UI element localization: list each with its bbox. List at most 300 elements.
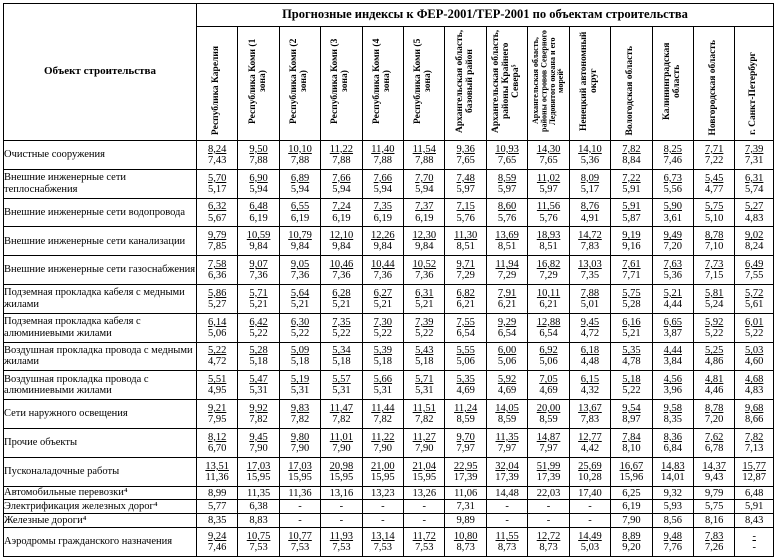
index-cell (694, 169, 735, 198)
index-value-primary: 9,07 (249, 259, 268, 271)
index-value-primary: 11,24 (454, 403, 478, 415)
index-cell (486, 500, 527, 514)
index-value-primary: 11,40 (371, 143, 395, 155)
index-cell (694, 371, 735, 400)
index-value-secondary: 3,96 (663, 385, 682, 397)
index-value-secondary: 5,36 (580, 154, 600, 166)
object-name: Внешние инженерные сети канализации (4, 227, 197, 256)
index-value-primary: 8,59 (497, 172, 517, 184)
index-cell (486, 198, 527, 227)
index-value-primary: 11,55 (495, 531, 519, 543)
index-cell (238, 313, 279, 342)
index-value: - (505, 501, 509, 513)
index-cell (611, 198, 652, 227)
index-cell (279, 169, 320, 198)
index-value-secondary: 10,28 (578, 471, 602, 483)
index-value-primary: 10,93 (495, 143, 519, 155)
index-value-primary: 7,62 (705, 431, 724, 443)
index-value: 11,36 (288, 487, 312, 499)
index-table (3, 3, 774, 557)
index-value-primary: 10,11 (536, 287, 561, 299)
region-label: Новгородская область (708, 39, 719, 135)
index-cell (735, 457, 774, 486)
index-value-primary: 5,18 (622, 374, 641, 386)
index-cell (569, 141, 610, 170)
index-cell (238, 198, 279, 227)
index-cell (321, 486, 362, 500)
index-value-secondary: 5,21 (415, 298, 434, 310)
index-cell (735, 313, 774, 342)
index-value: - (422, 515, 427, 527)
index-cell (321, 256, 362, 285)
index-cell (196, 528, 237, 557)
index-value: - (588, 515, 592, 527)
table-row (4, 141, 774, 170)
index-value-secondary: 7,36 (332, 270, 351, 282)
index-cell (611, 285, 652, 314)
index-value-primary: 12,88 (536, 316, 561, 328)
index-cell (694, 141, 735, 170)
index-value: 11,06 (454, 487, 478, 499)
index-value-primary: 5,72 (745, 287, 764, 299)
region-label: Республика Коми (1 зона) (247, 38, 268, 124)
region-header (735, 27, 774, 141)
object-name: Воздушная прокладка провода с медными жилами (4, 342, 197, 371)
index-cell (569, 285, 610, 314)
index-value-primary: 13,14 (371, 531, 395, 543)
index-cell (196, 169, 237, 198)
index-value-primary: 7,88 (580, 287, 600, 299)
index-cell (611, 227, 652, 256)
index-cell (404, 371, 445, 400)
index-value-secondary: 7,88 (415, 154, 434, 166)
index-value: - (422, 501, 427, 513)
index-cell (279, 371, 320, 400)
index-value-secondary: 6,19 (415, 212, 434, 224)
index-cell (569, 400, 610, 429)
index-cell (486, 342, 527, 371)
index-value-primary: 14,10 (578, 143, 602, 155)
index-value-secondary: 8,66 (745, 414, 764, 426)
index-cell (652, 428, 693, 457)
index-value-secondary: 7,97 (456, 442, 475, 454)
index-cell (611, 528, 652, 557)
index-value: 22,03 (536, 487, 561, 499)
object-name: Железные дороги⁴ (4, 514, 197, 528)
index-cell (445, 169, 486, 198)
object-name: Подземная прокладка кабеля с медными жилами (4, 285, 197, 314)
region-header (611, 27, 652, 141)
index-cell (569, 313, 610, 342)
index-cell (404, 256, 445, 285)
index-value-primary: 7,22 (622, 172, 641, 184)
index-value-primary: 8,76 (580, 201, 600, 213)
index-cell (735, 371, 774, 400)
index-cell (694, 528, 735, 557)
index-value-primary: 12,30 (412, 230, 437, 242)
index-value-secondary: 5,67 (207, 212, 227, 224)
index-cell (279, 198, 320, 227)
index-value-secondary: 5,27 (207, 298, 227, 310)
index-value-primary: 21,00 (371, 460, 395, 472)
index-value-secondary: 5,03 (580, 542, 600, 554)
table-row (4, 256, 774, 285)
index-cell (362, 313, 403, 342)
index-value-primary: 5,21 (663, 287, 682, 299)
index-value-secondary: 7,90 (373, 442, 393, 454)
index-value-primary: 6,90 (249, 172, 268, 184)
index-value-secondary: 4,32 (580, 385, 600, 397)
index-value-secondary: 5,22 (745, 327, 764, 339)
index-value-secondary: 7,53 (290, 542, 310, 554)
index-value-secondary: 7,43 (207, 154, 227, 166)
index-cell (238, 169, 279, 198)
index-value-secondary: 9,84 (332, 241, 351, 253)
index-value-secondary: 5,21 (290, 298, 310, 310)
index-cell (445, 371, 486, 400)
index-value-secondary: 8,51 (456, 241, 475, 253)
index-value-secondary: 5,31 (249, 385, 268, 397)
index-cell (486, 227, 527, 256)
index-cell (279, 528, 320, 557)
index-value-secondary: 6,70 (207, 442, 227, 454)
index-value-primary: 9,05 (290, 259, 310, 271)
region-label: Архангельская область, районы Крайнего Севера⁵ (491, 29, 522, 133)
index-value-primary: 7,73 (705, 259, 724, 271)
index-cell (528, 198, 569, 227)
index-value-primary: 7,91 (497, 287, 517, 299)
index-cell (694, 428, 735, 457)
index-value-primary: 8,89 (622, 531, 641, 543)
index-value-primary: 4,44 (663, 345, 682, 357)
index-value-secondary: 5,21 (373, 298, 393, 310)
index-value-primary: 6,14 (207, 316, 227, 328)
index-value-secondary: 4,69 (539, 385, 558, 397)
index-value-primary: 5,39 (373, 345, 393, 357)
index-value-primary: 10,44 (371, 259, 395, 271)
index-cell (611, 486, 652, 500)
index-cell (486, 428, 527, 457)
index-cell (486, 400, 527, 429)
index-value-secondary: 7,29 (497, 270, 517, 282)
index-value-primary: 6,92 (539, 345, 558, 357)
region-header (362, 27, 403, 141)
index-value-primary: 4,81 (705, 374, 724, 386)
index-value-primary: 10,10 (288, 143, 312, 155)
index-value-primary: 32,04 (495, 460, 519, 472)
index-cell (279, 342, 320, 371)
index-value-primary: 7,39 (415, 316, 434, 328)
index-value-secondary: 7,20 (663, 241, 682, 253)
index-value: - (588, 501, 592, 513)
index-cell (321, 457, 362, 486)
index-value-secondary: 7,90 (332, 442, 351, 454)
index-cell (652, 227, 693, 256)
index-cell (279, 227, 320, 256)
index-cell (528, 486, 569, 500)
index-cell (611, 514, 652, 528)
index-value-primary: 12,77 (578, 431, 602, 443)
index-value-secondary: 6,54 (539, 327, 558, 339)
index-value-secondary: 15,95 (329, 471, 354, 483)
index-value-primary: 22,95 (453, 460, 478, 472)
index-value-primary: 5,27 (745, 201, 764, 213)
index-cell (362, 514, 403, 528)
index-value-primary: 9,45 (249, 431, 268, 443)
index-value-primary: 5,43 (415, 345, 434, 357)
index-value-primary: 5,91 (622, 201, 641, 213)
index-cell (279, 285, 320, 314)
index-value-secondary: 7,36 (290, 270, 310, 282)
index-value-primary: 12,10 (329, 230, 354, 242)
index-value-primary: 11,35 (495, 431, 519, 443)
index-value-secondary: 7,29 (539, 270, 558, 282)
index-value-secondary: 11,36 (205, 471, 229, 483)
index-value-primary: 7,24 (332, 201, 351, 213)
index-value-primary: 4,56 (663, 374, 682, 386)
index-cell (196, 514, 237, 528)
index-cell (611, 457, 652, 486)
index-value-primary: 14,37 (702, 460, 727, 472)
index-value-secondary: 9,84 (290, 241, 310, 253)
index-value-primary: 5,19 (290, 374, 310, 386)
index-cell (404, 198, 445, 227)
index-cell (652, 256, 693, 285)
index-value-primary: 8,78 (705, 230, 724, 242)
index-value-primary: 6,00 (497, 345, 517, 357)
index-value-secondary: 8,24 (745, 241, 764, 253)
index-cell (362, 486, 403, 500)
table-row (4, 457, 774, 486)
index-value-primary: 7,61 (622, 259, 641, 271)
index-cell (735, 141, 774, 170)
index-value-secondary: 5,31 (290, 385, 310, 397)
index-value-secondary: 5,22 (622, 385, 641, 397)
index-value: 9,79 (705, 487, 724, 499)
index-value-secondary: 5,76 (539, 212, 558, 224)
index-value-secondary: 7,55 (745, 270, 764, 282)
index-value-secondary: 4,69 (456, 385, 475, 397)
index-value-primary: 21,04 (412, 460, 437, 472)
region-header (196, 27, 237, 141)
index-value-primary: 13,67 (578, 403, 602, 415)
region-label: Архангельская область, районы островов Северного Ледовитого океана и его морей⁶ (530, 30, 565, 132)
index-value-secondary: 4,86 (705, 356, 724, 368)
index-value-primary: 9,92 (249, 403, 268, 415)
index-value-primary: 12,72 (536, 531, 561, 543)
index-value: - (381, 501, 385, 513)
index-value-secondary: 17,39 (453, 471, 478, 483)
index-value: 5,77 (207, 501, 227, 513)
index-value-secondary: 5,94 (332, 183, 351, 195)
index-cell (569, 256, 610, 285)
index-value-secondary: 6,54 (456, 327, 475, 339)
index-cell (321, 285, 362, 314)
index-value-primary: 5,71 (415, 374, 434, 386)
index-cell (196, 342, 237, 371)
index-value-primary: 9,70 (456, 431, 475, 443)
index-value-secondary: 15,95 (371, 471, 395, 483)
object-name: Пусконаладочные работы (4, 457, 197, 486)
index-cell (528, 371, 569, 400)
index-value-primary: 9,58 (663, 403, 682, 415)
index-value-secondary: 7,65 (539, 154, 558, 166)
index-cell (238, 457, 279, 486)
index-cell (445, 141, 486, 170)
index-value-secondary: 6,54 (497, 327, 517, 339)
index-value-secondary: 17,39 (536, 471, 561, 483)
index-value-primary: 9,79 (207, 230, 227, 242)
object-name: Очистные сооружения (4, 141, 197, 170)
index-cell (652, 169, 693, 198)
index-value-primary: 17,03 (246, 460, 271, 472)
index-value-secondary: 9,84 (249, 241, 268, 253)
index-value-secondary: 4,83 (745, 212, 764, 224)
index-value-secondary: 8,59 (539, 414, 558, 426)
index-cell (569, 342, 610, 371)
index-cell (735, 428, 774, 457)
index-cell (321, 198, 362, 227)
index-value-primary: 7,63 (663, 259, 682, 271)
index-value: 6,19 (622, 501, 641, 513)
index-cell (362, 285, 403, 314)
index-value-primary: 5,75 (705, 201, 724, 213)
index-value-primary: 7,83 (705, 531, 724, 543)
index-value-primary: 13,51 (205, 460, 229, 472)
index-value: 14,48 (495, 487, 519, 499)
index-value-secondary: 7,13 (745, 442, 764, 454)
index-value-secondary: 7,88 (373, 154, 393, 166)
index-cell (321, 400, 362, 429)
index-value-primary: 11,93 (329, 531, 354, 543)
index-value-secondary: 5,21 (622, 327, 641, 339)
index-cell (362, 342, 403, 371)
index-cell (445, 428, 486, 457)
index-value: 13,23 (371, 487, 395, 499)
index-value-secondary: 9,84 (415, 241, 434, 253)
index-cell (528, 528, 569, 557)
index-value-primary: 5,22 (207, 345, 227, 357)
index-value-primary: 6,42 (249, 316, 268, 328)
index-cell (569, 371, 610, 400)
index-cell (528, 428, 569, 457)
index-value-secondary: 7,10 (705, 241, 724, 253)
index-value-primary: 7,66 (373, 172, 393, 184)
index-value-primary: 9,29 (497, 316, 517, 328)
index-cell (611, 342, 652, 371)
object-name: Прочие объекты (4, 428, 197, 457)
index-value-primary: 7,71 (705, 143, 724, 155)
index-cell (735, 400, 774, 429)
table-body (4, 141, 774, 557)
index-cell (486, 457, 527, 486)
index-cell (611, 428, 652, 457)
index-value-primary: 11,56 (536, 201, 561, 213)
index-cell (279, 486, 320, 500)
index-cell (694, 313, 735, 342)
index-cell (694, 486, 735, 500)
region-header (321, 27, 362, 141)
table-row (4, 169, 774, 198)
index-cell (238, 500, 279, 514)
index-value-primary: 5,09 (290, 345, 310, 357)
index-value-primary: 9,21 (207, 403, 227, 415)
index-value-secondary: 5,76 (497, 212, 517, 224)
index-value-primary: 9,50 (249, 143, 268, 155)
index-cell (528, 227, 569, 256)
index-value: 6,48 (745, 487, 764, 499)
index-value-secondary: 7,53 (373, 542, 393, 554)
index-cell (694, 285, 735, 314)
index-cell (279, 141, 320, 170)
index-value-secondary: 8,73 (539, 542, 558, 554)
index-cell (611, 371, 652, 400)
index-value-secondary: 5,97 (456, 183, 475, 195)
index-value: 8,99 (207, 487, 227, 499)
index-value-primary: 5,03 (745, 345, 764, 357)
index-value-primary: 10,80 (453, 531, 478, 543)
index-cell (196, 198, 237, 227)
index-value-secondary: 7,36 (249, 270, 268, 282)
index-value: 9,32 (663, 487, 682, 499)
index-cell (362, 371, 403, 400)
index-value-primary: 5,35 (622, 345, 641, 357)
index-value: 9,89 (456, 515, 475, 527)
index-cell (652, 400, 693, 429)
index-value-secondary: - (752, 542, 756, 554)
index-value-primary: 14,72 (578, 230, 602, 242)
index-value-secondary: 5,17 (580, 183, 600, 195)
index-value-primary: 6,30 (290, 316, 310, 328)
index-value-primary: 8,24 (207, 143, 227, 155)
index-cell (652, 285, 693, 314)
index-value-primary: 8,09 (580, 172, 600, 184)
index-value-secondary: 5,22 (415, 327, 434, 339)
index-value-primary: 14,83 (660, 460, 685, 472)
index-value-secondary: 5,56 (663, 183, 682, 195)
index-value-secondary: 5,22 (332, 327, 351, 339)
index-value-primary: 11,54 (412, 143, 436, 155)
table-row (4, 285, 774, 314)
index-cell (486, 528, 527, 557)
index-value-primary: 8,78 (705, 403, 724, 415)
index-value-primary: - (752, 531, 756, 543)
index-value-secondary: 5,94 (373, 183, 393, 195)
index-cell (569, 457, 610, 486)
index-cell (611, 500, 652, 514)
index-value: 5,91 (745, 501, 764, 513)
index-cell (238, 528, 279, 557)
table-row (4, 514, 774, 528)
index-value-secondary: 7,31 (745, 154, 764, 166)
index-cell (611, 400, 652, 429)
index-value-primary: 7,84 (622, 431, 641, 443)
index-cell (735, 514, 774, 528)
index-value-secondary: 7,36 (373, 270, 393, 282)
index-value-secondary: 6,19 (290, 212, 310, 224)
index-value-primary: 11,51 (412, 403, 436, 415)
index-cell (569, 227, 610, 256)
index-value-primary: 11,22 (329, 143, 354, 155)
table-row (4, 371, 774, 400)
index-value-secondary: 6,21 (456, 298, 475, 310)
index-cell (238, 227, 279, 256)
index-cell (735, 486, 774, 500)
index-value-primary: 5,66 (373, 374, 393, 386)
object-name: Аэродромы гражданского назначения (4, 528, 197, 557)
index-cell (321, 500, 362, 514)
index-cell (528, 141, 569, 170)
